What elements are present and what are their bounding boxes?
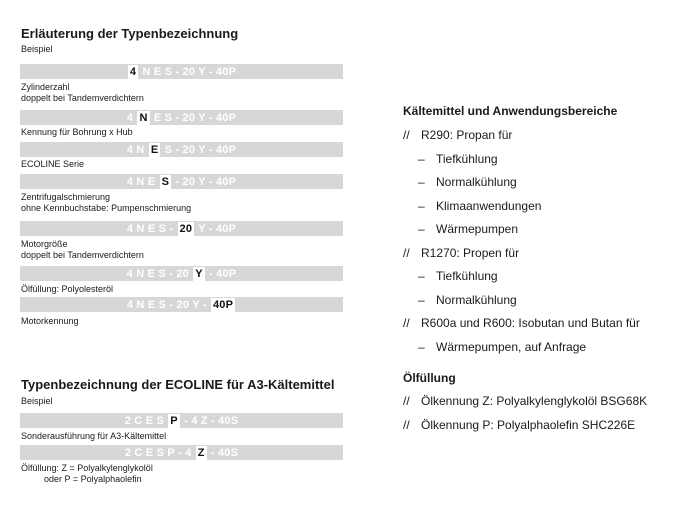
list-marker: – [418, 175, 425, 189]
sub-list-item [418, 293, 517, 307]
highlighted-code-segment: E [150, 143, 159, 156]
std-code-description: Ölfüllung: Polyolesteröl [21, 284, 114, 294]
std-code-description: Motorgröße [21, 239, 68, 249]
std-type-code-bar [20, 266, 343, 281]
code-segment: S - 20 Y - 40P [161, 143, 237, 156]
list-item [403, 246, 519, 260]
list-marker: – [418, 292, 425, 307]
list-marker: // [403, 394, 410, 408]
sub-list-item [418, 152, 498, 166]
list-item-text: Ölkennung Z: Polyalkylenglykolöl BSG68K [421, 394, 648, 408]
std-code-description: ECOLINE Serie [21, 159, 85, 169]
std-code-description: Motorkennung [21, 316, 79, 326]
list-item-text: Klimaanwendungen [436, 198, 542, 213]
std-type-code-bar [20, 64, 343, 79]
list-marker: – [418, 269, 425, 283]
a3-code-description: oder P = Polyalphaolefin [44, 474, 142, 484]
std-type-code-bar [20, 174, 343, 189]
list-item-text: R290: Propan für [421, 128, 513, 142]
code-segment: 4 N [126, 143, 148, 156]
code-segment: N E S - 20 Y - 40P [139, 65, 237, 78]
std-type-code-bar [20, 297, 343, 312]
std-type-code-bar [20, 221, 343, 236]
highlighted-code-segment: P [170, 414, 178, 427]
list-item-text: Tiefkühlung [436, 151, 498, 166]
example-label-a3: Beispiel [21, 396, 53, 406]
code-segment: 2 C E S P - 4 [124, 446, 195, 459]
list-item-text: Ölkennung P: Polyalphaolefin SHC226E [421, 418, 636, 432]
section-title-a3-designation: Typenbezeichnung der ECOLINE für A3-Kältemittel [21, 377, 335, 392]
sub-list-item [418, 175, 517, 189]
list-item-text: Wärmepumpen, auf Anfrage [436, 339, 587, 354]
highlighted-code-segment: S [161, 175, 170, 188]
std-type-code-bar [20, 142, 343, 157]
code-segment: 2 C E S [124, 414, 168, 427]
std-code-description: ohne Kennbuchstabe: Pumpenschmierung [21, 203, 192, 213]
list-item-text: Tiefkühlung [436, 269, 498, 283]
list-item-text: Normalkühlung [436, 292, 517, 307]
code-segment: 4 N E S - [126, 222, 177, 235]
list-item [403, 394, 647, 408]
list-item-text: Wärmepumpen [436, 222, 519, 236]
oil-filling-title: Ölfüllung [403, 371, 456, 385]
std-code-description: Kennung für Bohrung x Hub [21, 127, 133, 137]
list-marker: // [403, 245, 410, 260]
list-item [403, 128, 512, 142]
code-segment: - 4 Z - 40S [180, 414, 239, 427]
list-marker: – [418, 151, 425, 166]
std-code-description: Zylinderzahl [21, 82, 70, 92]
list-marker: // [403, 128, 410, 142]
list-item [403, 316, 640, 330]
list-marker: – [418, 198, 425, 213]
std-code-description: doppelt bei Tandemverdichtern [21, 93, 144, 103]
code-segment: - 20 Y - 40P [172, 175, 237, 188]
highlighted-code-segment: 4 [129, 65, 137, 78]
highlighted-code-segment: Z [197, 446, 205, 459]
section-title-type-designation: Erläuterung der Typenbezeichnung [21, 26, 239, 41]
sub-list-item [418, 222, 518, 236]
refrigerants-title: Kältemittel und Anwendungsbereiche [403, 104, 618, 118]
code-segment: - 40P [205, 267, 237, 280]
sub-list-item [418, 199, 541, 213]
list-marker: – [418, 339, 425, 354]
a3-type-code-bar [20, 413, 343, 428]
list-item-text: Normalkühlung [436, 175, 517, 189]
list-marker: // [403, 418, 410, 432]
list-marker: – [418, 222, 425, 236]
sub-list-item [418, 269, 498, 283]
std-code-description: Zentrifugalschmierung [21, 192, 111, 202]
list-item-text: R1270: Propen für [421, 245, 520, 260]
code-segment: 4 [126, 111, 137, 124]
list-item-text: R600a und R600: Isobutan und Butan für [421, 316, 640, 330]
a3-code-description: Ölfüllung: Z = Polyalkylenglykolöl [21, 463, 153, 473]
code-segment: Y - 40P [195, 222, 237, 235]
a3-code-description: Sonderausführung für A3-Kältemittel [21, 431, 167, 441]
example-label: Beispiel [21, 44, 53, 54]
code-segment: 4 N E S - 20 [126, 267, 193, 280]
highlighted-code-segment: Y [195, 267, 203, 280]
a3-type-code-bar [20, 445, 343, 460]
code-segment: 4 N E [126, 175, 159, 188]
highlighted-code-segment: 40P [212, 298, 234, 311]
code-segment: - 40S [207, 446, 239, 459]
sub-list-item [418, 340, 586, 354]
std-code-description: doppelt bei Tandemverdichtern [21, 250, 144, 260]
list-marker: // [403, 316, 410, 330]
code-segment: E S - 20 Y - 40P [150, 111, 237, 124]
highlighted-code-segment: N [139, 111, 148, 124]
highlighted-code-segment: 20 [179, 222, 193, 235]
list-item [403, 418, 635, 432]
code-segment: 4 N E S - 20 Y - [126, 298, 210, 311]
std-type-code-bar [20, 110, 343, 125]
